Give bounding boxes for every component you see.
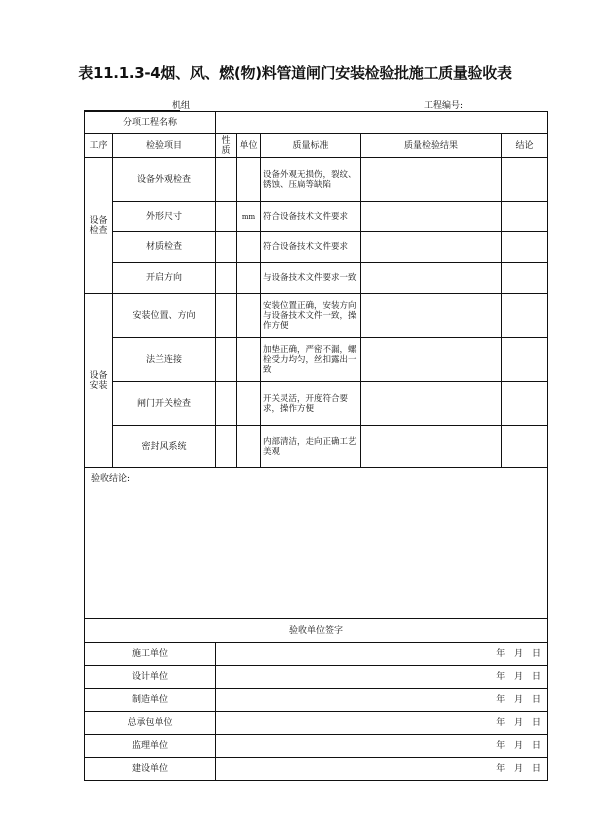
conclusion-cell[interactable] — [502, 294, 548, 338]
sub-project-value[interactable] — [216, 112, 548, 134]
table-row — [85, 232, 548, 263]
signer-row — [85, 666, 548, 689]
nature-cell[interactable] — [216, 426, 237, 468]
signer-label: 建设单位 — [85, 758, 216, 781]
unit-cell — [237, 338, 261, 382]
result-cell[interactable] — [361, 382, 502, 426]
col-item: 检验项目 — [113, 134, 216, 158]
signer-row — [85, 712, 548, 735]
conclusion-cell[interactable] — [502, 382, 548, 426]
project-number-label: 工程编号: — [424, 101, 464, 111]
inspection-table — [84, 111, 548, 781]
standard-cell: 符合设备技术文件要求 — [261, 232, 361, 263]
table-row — [85, 158, 548, 202]
process-equipment-install: 设备 安装 — [85, 294, 113, 468]
signer-row — [85, 643, 548, 666]
nature-cell[interactable] — [216, 382, 237, 426]
conclusion-cell[interactable] — [502, 338, 548, 382]
standard-cell: 安装位置正确，安装方向与设备技术文件一致，操作方便 — [261, 294, 361, 338]
unit-cell: mm — [237, 202, 261, 232]
acceptance-conclusion-label: 验收结论: — [91, 474, 131, 484]
unit-label: 机组 — [172, 101, 191, 111]
standard-cell: 符合设备技术文件要求 — [261, 202, 361, 232]
conclusion-cell[interactable] — [502, 202, 548, 232]
conclusion-cell[interactable] — [502, 232, 548, 263]
col-nature: 性质 — [216, 134, 237, 158]
unit-cell — [237, 263, 261, 294]
signer-row — [85, 689, 548, 712]
signer-label: 监理单位 — [85, 735, 216, 758]
signer-label: 设计单位 — [85, 666, 216, 689]
item-name: 法兰连接 — [113, 338, 216, 382]
nature-cell[interactable] — [216, 202, 237, 232]
col-result: 质量检验结果 — [361, 134, 502, 158]
unit-cell — [237, 158, 261, 202]
unit-cell — [237, 294, 261, 338]
signer-date[interactable]: 年 月 日 — [216, 735, 548, 758]
standard-cell: 设备外观无损伤，裂纹、锈蚀、压扁等缺陷 — [261, 158, 361, 202]
table-row — [85, 202, 548, 232]
col-process: 工序 — [85, 134, 113, 158]
result-cell[interactable] — [361, 338, 502, 382]
signer-date[interactable]: 年 月 日 — [216, 643, 548, 666]
conclusion-cell[interactable] — [502, 158, 548, 202]
nature-cell[interactable] — [216, 263, 237, 294]
result-cell[interactable] — [361, 202, 502, 232]
unit-cell — [237, 382, 261, 426]
result-cell[interactable] — [361, 294, 502, 338]
col-conclusion: 结论 — [502, 134, 548, 158]
form-title: 表11.1.3-4烟、风、燃(物)料管道闸门安装检验批施工质量验收表 — [78, 64, 512, 82]
signer-row — [85, 758, 548, 781]
signer-date[interactable]: 年 月 日 — [216, 666, 548, 689]
col-standard: 质量标准 — [261, 134, 361, 158]
signer-label: 施工单位 — [85, 643, 216, 666]
unit-cell — [237, 426, 261, 468]
standard-cell: 与设备技术文件要求一致 — [261, 263, 361, 294]
item-name: 安装位置、方向 — [113, 294, 216, 338]
signature-title: 验收单位签字 — [85, 619, 548, 643]
nature-cell[interactable] — [216, 338, 237, 382]
signer-row — [85, 735, 548, 758]
col-unit: 单位 — [237, 134, 261, 158]
item-name: 闸门开关检查 — [113, 382, 216, 426]
result-cell[interactable] — [361, 263, 502, 294]
item-name: 材质检查 — [113, 232, 216, 263]
result-cell[interactable] — [361, 426, 502, 468]
item-name: 密封风系统 — [113, 426, 216, 468]
result-cell[interactable] — [361, 158, 502, 202]
table-row — [85, 263, 548, 294]
result-cell[interactable] — [361, 232, 502, 263]
process-equipment-check: 设备 检查 — [85, 158, 113, 294]
nature-cell[interactable] — [216, 294, 237, 338]
standard-cell: 内部清洁，走向正确工艺美观 — [261, 426, 361, 468]
item-name: 开启方向 — [113, 263, 216, 294]
table-row — [85, 382, 548, 426]
conclusion-cell[interactable] — [502, 263, 548, 294]
table-row — [85, 338, 548, 382]
acceptance-conclusion-area[interactable] — [85, 468, 548, 619]
item-name: 外形尺寸 — [113, 202, 216, 232]
column-header-row — [85, 134, 548, 158]
signer-date[interactable]: 年 月 日 — [216, 689, 548, 712]
table-row — [85, 426, 548, 468]
table-row — [85, 294, 548, 338]
sub-project-label: 分项工程名称 — [85, 112, 216, 134]
standard-cell: 加垫正确，严密不漏，螺栓受力均匀，丝扣露出一致 — [261, 338, 361, 382]
nature-cell[interactable] — [216, 158, 237, 202]
signer-label: 总承包单位 — [85, 712, 216, 735]
signer-date[interactable]: 年 月 日 — [216, 758, 548, 781]
nature-cell[interactable] — [216, 232, 237, 263]
item-name: 设备外观检查 — [113, 158, 216, 202]
signer-label: 制造单位 — [85, 689, 216, 712]
standard-cell: 开关灵活，开度符合要求，操作方便 — [261, 382, 361, 426]
signer-date[interactable]: 年 月 日 — [216, 712, 548, 735]
unit-cell — [237, 232, 261, 263]
conclusion-cell[interactable] — [502, 426, 548, 468]
